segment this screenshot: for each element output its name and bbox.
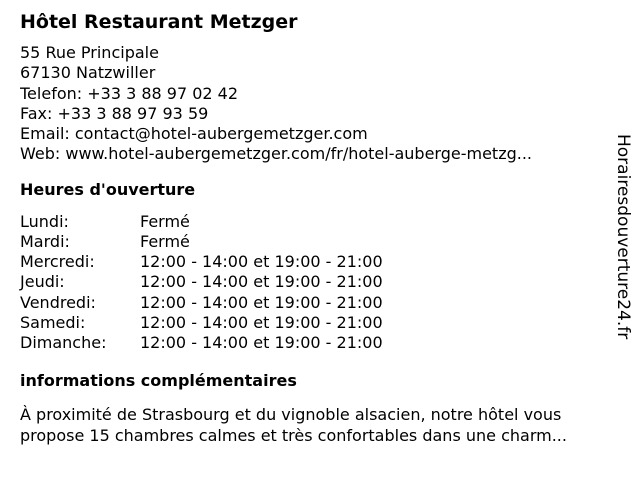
- day-hours: 12:00 - 14:00 et 19:00 - 21:00: [140, 272, 383, 292]
- additional-info-heading: informations complémentaires: [20, 371, 297, 391]
- info-line: propose 15 chambres calmes et très confortables dans une charm...: [20, 425, 567, 445]
- day-label: Samedi:: [20, 312, 86, 332]
- fax-number: Fax: +33 3 88 97 93 59: [20, 103, 209, 123]
- email-address: Email: contact@hotel-aubergemetzger.com: [20, 124, 368, 144]
- business-card: [20, 10, 600, 446]
- contact-block: [20, 43, 600, 165]
- day-hours: Fermé: [140, 211, 190, 231]
- business-name: Hôtel Restaurant Metzger: [20, 11, 298, 33]
- address-street: 55 Rue Principale: [20, 43, 159, 62]
- hours-row-tuesday: [20, 232, 600, 252]
- day-label: Mercredi:: [20, 252, 95, 272]
- site-watermark: Horairesdouverture24.fr: [613, 134, 633, 340]
- hours-row-monday: [20, 212, 600, 232]
- day-hours: 12:00 - 14:00 et 19:00 - 21:00: [140, 292, 383, 312]
- day-label: Mardi:: [20, 231, 70, 251]
- day-label: Vendredi:: [20, 292, 96, 312]
- opening-hours-table: [20, 212, 600, 353]
- day-hours: 12:00 - 14:00 et 19:00 - 21:00: [140, 312, 383, 332]
- day-label: Jeudi:: [20, 272, 65, 292]
- info-line: À proximité de Strasbourg et du vignoble alsacien, notre hôtel vous: [20, 405, 562, 425]
- day-label: Lundi:: [20, 211, 69, 231]
- day-label: Dimanche:: [20, 333, 107, 352]
- website-url: Web: www.hotel-aubergemetzger.com/fr/hotel-auberge-metzg...: [20, 144, 532, 164]
- hours-row-friday: [20, 293, 600, 313]
- opening-hours-heading: Heures d'ouverture: [20, 179, 196, 199]
- hours-row-thursday: [20, 272, 600, 292]
- hours-row-sunday: [20, 333, 600, 353]
- phone-number: Telefon: +33 3 88 97 02 42: [20, 83, 239, 103]
- hours-row-wednesday: [20, 252, 600, 272]
- day-hours: 12:00 - 14:00 et 19:00 - 21:00: [140, 252, 383, 272]
- additional-info-text: [20, 405, 620, 446]
- day-hours: 12:00 - 14:00 et 19:00 - 21:00: [140, 333, 383, 352]
- address-city: 67130 Natzwiller: [20, 63, 156, 83]
- day-hours: Fermé: [140, 231, 190, 251]
- hours-row-saturday: [20, 313, 600, 333]
